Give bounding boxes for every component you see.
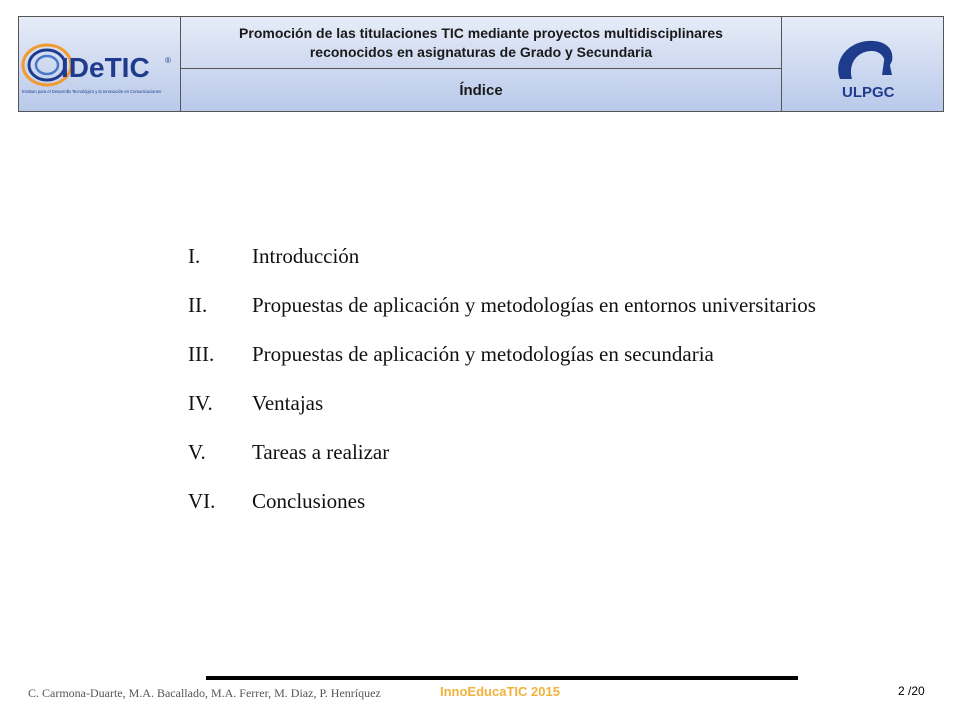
toc-item-label: Conclusiones [252, 489, 366, 513]
page-number: 2 /20 [898, 684, 925, 698]
toc-item-number: I. [188, 244, 201, 268]
toc-item-number: III. [188, 342, 215, 366]
toc-item-label: Ventajas [252, 391, 324, 415]
toc-item-number: II. [188, 293, 208, 317]
toc-item-label: Tareas a realizar [252, 440, 390, 464]
toc-item-number: V. [188, 440, 206, 464]
footer-brand: InnoEducaTIC 2015 [440, 684, 560, 699]
toc-item-number: VI. [188, 489, 216, 513]
ulpgc-logo [781, 17, 943, 111]
toc-item [188, 232, 816, 281]
slide-title: Promoción de las titulaciones TIC mediante proyectos multidisciplinares reconocidos en asignaturas de Grado y Secundaria [181, 17, 781, 69]
idetic-logo [19, 17, 181, 111]
toc-item-label: Introducción [252, 244, 360, 268]
footer-authors: C. Carmona-Duarte, M.A. Bacallado, M.A. Ferrer, M. Diaz, P. Henríquez [28, 686, 381, 700]
svg-text:ULPGC: ULPGC [842, 84, 895, 101]
toc-item-number: IV. [188, 391, 213, 415]
section-title: Índice [459, 81, 503, 99]
toc-item [188, 428, 816, 477]
footer-divider [206, 676, 798, 680]
toc-item-label: Propuestas de aplicación y metodologías en entornos universitarios [252, 293, 816, 317]
toc-item [188, 379, 816, 428]
svg-text:IDeTIC: IDeTIC [61, 52, 150, 83]
svg-text:®: ® [165, 56, 171, 65]
slide-header [18, 16, 944, 112]
svg-text:Instituto para el Desarrollo T: Instituto para el Desarrollo Tecnológico y la Innovación en Comunicaciones [22, 89, 162, 94]
toc-item [188, 330, 816, 379]
table-of-contents [188, 232, 816, 526]
toc-item [188, 477, 816, 526]
idetic-logo-mark [19, 17, 181, 111]
ulpgc-logo-mark [782, 17, 944, 111]
toc-item [188, 281, 816, 330]
toc-item-label: Propuestas de aplicación y metodologías en secundaria [252, 342, 714, 366]
